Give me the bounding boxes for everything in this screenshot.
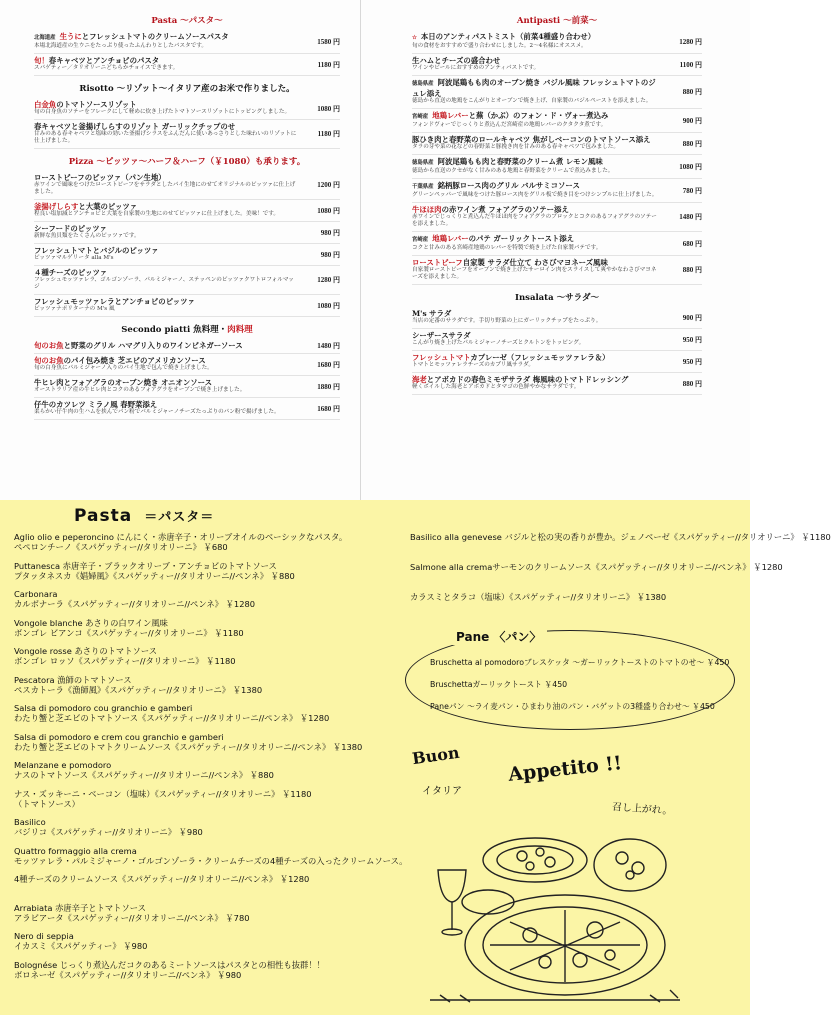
handwritten-pasta-item-japanese: ボンゴレ ビアンコ《スパゲッティー//タリオリーニ》 ￥1180 (14, 627, 244, 638)
handwritten-pasta-item-japanese: ペスカトーラ《漁師風》《スパゲッティー//タリオリーニ》 ￥1380 (14, 684, 263, 695)
menu-item-price: 980 円 (320, 250, 340, 259)
handwritten-menu (0, 500, 831, 1015)
handwritten-pasta-right-item-japanese: サーモンのクリームソース《スパゲッティー//タリオリーニ//ペンネ》 ￥1280 (492, 562, 783, 572)
secondo-menu-item (34, 339, 340, 354)
italia-lettering: イタリア (422, 786, 462, 797)
pane-title: Pane 〈パン〉 (450, 628, 547, 645)
menu-item-description: 赤ワインでじっくりと煮込んだ牛ほほ肉をフォアグラのブロックとコクのあるフォアグラのソテーを添えました。 (412, 214, 657, 227)
menu-item-tag: 千葉県産 (412, 184, 434, 190)
menu-item-highlight: 旬のお魚 (34, 356, 64, 365)
menu-item-title (34, 122, 340, 131)
secondo-menu-item (34, 398, 340, 420)
menu-item-name: フレッシュトマトとバジルのピッツァ (34, 246, 159, 255)
menu-item-name: 牛ヒレ肉とフォアグラのオーブン焼き オニオンソース (34, 378, 213, 387)
menu-item-title (34, 356, 340, 365)
handwritten-pasta-right-item-italian: Basilico alla genevese バジルと松の実の香りが豊か。 (410, 532, 621, 542)
meshiagare-lettering: 召し上がれ。 (611, 801, 673, 818)
menu-item-price: 900 円 (682, 116, 702, 125)
menu-item-title (412, 331, 702, 340)
handwritten-pasta-item-italian: Arrabiata 赤唐辛子とトマトソース (14, 902, 146, 913)
handwritten-pasta-item (14, 618, 394, 638)
menu-item-price: 880 円 (682, 139, 702, 148)
menu-item-title (412, 56, 702, 65)
menu-item-title (34, 173, 340, 182)
column-divider (360, 0, 361, 500)
handwritten-pasta-item-italian: Vongole blanche あさりの白ワイン風味 (14, 617, 168, 628)
pasta-section-header: Pasta 〜パスタ〜 (151, 16, 223, 26)
printed-menu-left-column (34, 8, 340, 420)
menu-item-description: タラの芽や菜の花などの春野菜と豚挽き肉を甘みのある春キャベツで包みました。 (412, 144, 619, 150)
antipasti-menu-item (412, 155, 702, 179)
menu-item-description: フレッシュモッツァレラ、ゴルゴンゾーラ、パルミジャーノ、ステッペンのピッツァクワトロフォルマッジ (34, 277, 294, 290)
risotto-menu-item (34, 120, 340, 149)
handwritten-pasta-right-item-japanese: ジェノベーゼ《スパゲッティー//タリオリーニ》 ￥1180 (620, 532, 831, 542)
handwritten-pasta-item-italian: Salsa di pomodoro e crem cou granchio e gamberi (14, 731, 224, 742)
menu-item-highlight: 旬のお魚 (34, 341, 64, 350)
menu-item-price: 950 円 (682, 335, 702, 344)
menu-item-name: 本日のアンティパストミスト（前菜4種盛り合わせ） (420, 32, 596, 41)
insalata-menu-item (412, 351, 702, 373)
menu-item-price: 1080 円 (317, 104, 340, 113)
handwritten-pasta-item-japanese: プタッタネスカ《娼婦風》《スパゲッティー//タリオリーニ//ペンネ》 ￥880 (14, 570, 295, 581)
antipasti-menu-item (412, 256, 702, 285)
menu-item-description: 自家製ローストビーフをオーブンで焼き上げたサーロイン肉をスライスして爽やかなわさびマヨネーズを添えました。 (412, 267, 657, 280)
handwritten-pasta-item-italian: Nero di seppia (14, 931, 74, 941)
handwritten-pasta-item-japanese: （トマトソース） (14, 798, 80, 809)
menu-item-description: 柔らかい仔牛肉の生ハムを挟んでパン粉でパルミジャーノチーズたっぷりのパン粉で揚げました。 (34, 409, 280, 415)
handwritten-pasta-item (14, 789, 394, 809)
handwritten-pasta-right-item (410, 592, 740, 602)
menu-item-description: 当店の定番のサラダです。手切り野菜の上にガーリックチップをたっぷり。 (412, 318, 602, 324)
menu-item-price: 1080 円 (317, 301, 340, 310)
handwritten-pasta-item (14, 532, 394, 552)
printed-menu (0, 0, 750, 500)
handwritten-pasta-item (14, 589, 394, 609)
menu-item-name: ローストビーフのピッツァ（パン生地） (34, 173, 166, 182)
handwritten-pasta-item (14, 760, 394, 780)
handwritten-pasta-item (14, 845, 408, 866)
risotto-section-header: Risotto 〜リゾット〜イタリア産のお米で作りました。 (79, 84, 295, 94)
menu-item-price: 1200 円 (317, 181, 340, 189)
food-table-illustration (430, 830, 680, 1005)
menu-item-price: 880 円 (682, 88, 702, 96)
menu-item-description: 徳島から直送の地鶏をこんがりとオーブンで焼き上げ、自家製のバジルペーストを添えました。 (412, 98, 652, 104)
pizza-menu-item (34, 222, 340, 244)
pizza-menu-item (34, 200, 340, 222)
antipasti-menu-item (412, 179, 702, 203)
menu-item-description: ピッツァナポリターナの M's 風 (34, 306, 115, 312)
pasta-menu-item (34, 54, 340, 76)
menu-item-description: こんがり焼き上げたパルミジャーノチーズとクルトンをトッピング。 (412, 340, 585, 346)
menu-item-name: のトマトソースリゾット (56, 100, 137, 109)
menu-item-title (34, 32, 340, 43)
menu-item-tag: 徳島県産 (412, 160, 434, 166)
secondo-menu-item (34, 376, 340, 398)
menu-item-title (412, 32, 702, 43)
menu-item-title (412, 135, 702, 144)
menu-item-highlight: 地鶏レバー (432, 111, 469, 120)
handwritten-pasta-item-italian: Bolognése じっくり煮込んだコクのあるミートソースはパスタとの相性も抜群！！ (14, 959, 325, 970)
menu-item-name: ４種チーズのピッツァ (34, 268, 108, 277)
menu-item-tag: 徳島県産 (412, 81, 434, 87)
menu-item-price: 900 円 (682, 313, 702, 322)
handwritten-pasta-item-japanese: わたり蟹と芝エビのトマトクリームソース《スパゲッティー//タリオリーニ//ペンネ》 ￥1380 (14, 741, 363, 752)
pane-item (430, 702, 715, 712)
antipasti-menu-item (412, 76, 702, 109)
handwritten-pasta-item-japanese: カルボナーラ《スパゲッティー//タリオリーニ//ペンネ》 ￥1280 (14, 599, 256, 609)
menu-item-price: 1180 円 (317, 130, 340, 138)
menu-item-highlight: 旬！ (34, 56, 49, 65)
pane-item-japanese: パン 〜ライ麦パン・ひまわり油のパン・バゲットの3種盛り合わせ〜 ￥450 (448, 702, 715, 711)
handwritten-pasta-item-italian: Vongole rosse あさりのトマトソース (14, 646, 158, 656)
menu-item-price: 1280 円 (317, 276, 340, 284)
menu-item-name: フレッシュモッツァレラとアンチョビのピッツァ (34, 297, 195, 306)
menu-item-title (412, 309, 702, 318)
menu-item-name: と大葉のピッツァ (78, 202, 138, 211)
pane-item-japanese: ブレスケッタ 〜ガーリックトーストのトマトのせ〜 ￥450 (524, 658, 730, 667)
handwritten-pasta-right-item (410, 562, 783, 572)
menu-item-description: 旬の白身魚にパルミジャーノ入りのパイ生地で包んで焼き上げました。 (34, 365, 213, 371)
menu-item-name: シーフードのピッツァ (34, 224, 107, 233)
handwritten-pasta-item (14, 732, 394, 752)
menu-item-description: 旬の白身魚のソテーをフレークにして軽めに炊き上げたトマトソースリゾットにトッピングしました。 (34, 109, 291, 115)
menu-item-description: コクと甘みのある宮崎産地鶏のレバーを特製で焼き上げた自家製パテです。 (412, 245, 602, 251)
menu-item-tag: 宮崎産 (412, 237, 429, 243)
menu-item-price: 1100 円 (679, 60, 702, 69)
menu-item-name: と野菜のグリル ハマグリ入りのワインビネガーソース (63, 341, 243, 350)
menu-item-description: ピッツァマルゲリータ alla M's (34, 255, 114, 261)
handwritten-pasta-item-japanese: アラビアータ《スパゲッティー//タリオリーニ//ペンネ》 ￥780 (14, 912, 250, 923)
handwritten-pasta-item (14, 675, 394, 695)
menu-item-title (34, 202, 340, 211)
handwritten-pasta-item (14, 703, 394, 723)
menu-item-title (34, 378, 340, 387)
pizza-menu-item (34, 171, 340, 200)
risotto-menu-item (34, 98, 340, 120)
menu-item-name: カプレーゼ（フレッシュモッツァレラ＆ (470, 353, 603, 362)
menu-item-highlight: 生うに (59, 32, 82, 41)
handwritten-pasta-item-italian: Quattro formaggio alla crema (14, 845, 137, 856)
menu-item-description: 徳島から直送のクセがなく甘みのある地鶏と春野菜をクリームで煮込みました。 (412, 168, 614, 174)
handwritten-pasta-item-italian: Salsa di pomodoro cou granchio e gamberi (14, 703, 193, 713)
handwritten-pasta-item-italian: Pescatora 漁師のトマトソース (14, 674, 132, 685)
antipasti-menu-item (412, 133, 702, 155)
menu-item-name: とアボカドの春色ミモザサラダ 梅風味のトマトドレッシング (426, 375, 629, 384)
menu-item-highlight: フレッシュトマト (412, 353, 471, 362)
menu-item-name: 阿波尾鶏もも肉と春野菜のクリーム煮 レモン風味 (437, 157, 603, 166)
insalata-menu-item (412, 373, 702, 395)
menu-item-title (34, 224, 340, 233)
menu-item-name: M's サラダ (412, 309, 452, 318)
menu-item-title (34, 246, 340, 255)
menu-item-price: 1080 円 (679, 162, 702, 171)
pizza-menu-item (34, 244, 340, 266)
handwritten-pasta-item (14, 561, 394, 581)
handwritten-pasta-item-japanese: ペペロンチーノ《スパゲッティー//タリオリーニ》 ￥680 (14, 542, 228, 552)
menu-item-highlight: 地鶏レバー (432, 234, 469, 243)
menu-item-price: 1680 円 (317, 404, 340, 413)
insalata-menu-item (412, 329, 702, 351)
menu-item-title (34, 341, 340, 350)
menu-item-price: 1880 円 (317, 382, 340, 391)
menu-item-title (412, 157, 702, 168)
menu-item-name: のパテ ガーリックトースト添え (468, 234, 575, 243)
insalata-menu-item (412, 307, 702, 329)
handwritten-pasta-item-japanese: わたり蟹と芝エビのトマトソース《スパゲッティー//タリオリーニ//ペンネ》 ￥1280 (14, 713, 330, 723)
menu-item-title (34, 297, 340, 306)
menu-item-title (34, 268, 340, 277)
menu-item-tag: 宮崎産 (412, 114, 429, 120)
handwritten-pasta-item (14, 960, 394, 980)
menu-item-price: 680 円 (682, 239, 702, 248)
menu-item-price: 950 円 (682, 357, 702, 366)
menu-item-highlight: 海老 (412, 375, 427, 384)
menu-item-name: の赤ワイン煮 フォアグラのソテー添え (441, 205, 569, 214)
menu-item-description: トマトとモッツァレラチーズのカプリ風サラダ。 (412, 362, 534, 368)
handwritten-pasta-item-italian: Melanzane e pomodoro (14, 760, 112, 770)
handwritten-pasta-item-italian: ナス・ズッキーニ・ベーコン（塩味）《スパゲッティー//タリオリーニ》 ￥1180 (14, 788, 312, 799)
menu-item-title (34, 56, 340, 65)
menu-item-name: 仔牛のカツレツ ミラノ風 春野菜添え (34, 400, 158, 409)
menu-item-name: のパイ包み焼き 芝エビのアメリカンソース (63, 356, 206, 365)
handwritten-pasta-item-italian: Basilico (14, 817, 46, 827)
pizza-menu-item (34, 295, 340, 317)
antipasti-menu-item (412, 30, 702, 54)
antipasti-menu-item (412, 232, 702, 256)
menu-item-description: スパゲティー／タリオリーニどちらかチョイスできます。 (34, 65, 179, 71)
handwritten-pasta-item (14, 931, 394, 951)
menu-item-description: 赤ワインで風味をつけたローストビーフをサラダとしたパイ生地にのせてオリジナルのピッツァに仕上げました。 (34, 182, 296, 195)
secondo-menu-item (34, 354, 340, 376)
menu-item-title (412, 234, 702, 245)
handwritten-pasta-item-japanese: ボンゴレ ロッソ《スパゲッティー//タリオリーニ》 ￥1180 (14, 656, 236, 666)
menu-item-tag: 北海道産 (34, 35, 56, 41)
pizza-menu-item (34, 266, 340, 295)
menu-item-price: 880 円 (682, 379, 702, 388)
menu-item-price: 1680 円 (317, 360, 340, 369)
handwritten-pasta-item (14, 874, 394, 884)
menu-item-title (412, 353, 702, 362)
menu-item-price: 1080 円 (317, 206, 340, 215)
menu-item-highlight: 釜揚げしらす (34, 202, 79, 211)
menu-item-price: 1180 円 (317, 60, 340, 69)
handwritten-pasta-item-italian: Puttanesca 赤唐辛子・ブラックオリーブ・アンチョビのトマトソース (14, 560, 277, 571)
antipasti-menu-item (412, 109, 702, 133)
secondo-section-header (34, 323, 340, 335)
pasta-title (74, 506, 214, 526)
menu-item-description: 甘みのある春キャベツと塩味の効いた釜揚げシラスをふんだんに使いあっさりとした味わいのリゾットに仕上げました。 (34, 131, 297, 144)
menu-item-name: 春キャベツと釜揚げしらすのリゾット ガーリックチップのせ (34, 122, 236, 131)
handwritten-pasta-item-japanese: ナスのトマトソース《スパゲッティー//タリオリーニ//ペンネ》 ￥880 (14, 770, 274, 780)
menu-item-title (412, 78, 702, 98)
menu-item-title (412, 205, 702, 214)
secondo-header-text: Secondo piatti 魚料理・ (121, 325, 228, 335)
menu-item-highlight: 白金魚 (34, 100, 57, 109)
pane-item (430, 680, 567, 690)
menu-item-price: 780 円 (682, 186, 702, 195)
menu-item-highlight: ローストビーフ (412, 258, 463, 267)
menu-item-name: シーザースサラダ (412, 331, 471, 340)
menu-item-title (412, 375, 702, 384)
handwritten-pasta-item-japanese: 4種チーズのクリームソース《スパゲッティー//タリオリーニ//ペンネ》 ￥1280 (14, 874, 310, 884)
buon-lettering: Buon (410, 742, 461, 769)
menu-item-price: 980 円 (320, 228, 340, 237)
handwritten-pasta-item (14, 903, 394, 923)
handwritten-pasta-item-italian: Aglio olio e peperoncino にんにく・赤唐辛子・オリーブオイルのベーシックなパスタ。 (14, 532, 348, 542)
pasta-menu-item (34, 30, 340, 54)
handwritten-pasta-item-japanese: バジリコ《スパゲッティー//タリオリーニ》 ￥980 (14, 827, 203, 837)
handwritten-pasta-item-japanese: モッツァレラ・パルミジャーノ・ゴルゴンゾーラ・クリームチーズの4種チーズの入ったクリームソース。 (14, 855, 408, 866)
menu-item-name: とフレッシュトマトのクリームソースパスタ (81, 32, 229, 41)
menu-item-title (34, 400, 340, 409)
secondo-header-meat: 肉料理 (227, 325, 253, 335)
handwritten-pasta-item (14, 646, 394, 666)
pane-item-italian: Bruschetta (430, 680, 473, 689)
handwritten-pasta-item-italian: Carbonara (14, 589, 58, 599)
pane-item-italian: Pane (430, 702, 449, 711)
menu-item-description: オーストラリア産の牛ヒレ肉とコクのあるフォアグラをオーブンで焼き上げました。 (34, 387, 246, 393)
pane-item (430, 658, 729, 668)
menu-item-title (34, 100, 340, 109)
pasta-title-it: Pasta (74, 506, 133, 526)
menu-item-description: ワインやビールにおすすめのアンティパストです。 (412, 65, 540, 71)
menu-item-description: 新鮮な魚貝類をたくさんのピッツァです。 (34, 233, 140, 239)
antipasti-section-header: Antipasti 〜前菜〜 (516, 16, 598, 26)
menu-item-title (412, 181, 702, 192)
menu-item-name: 豚ひき肉と春野菜のロールキャベツ 焦がしベーコンのトマトソース添え (412, 135, 651, 144)
pasta-title-jp: ＝パスタ＝ (144, 510, 215, 525)
menu-item-description: 軽くボイルした海老とアボカドとタマゴの色鮮やかなサラダです。 (412, 384, 580, 390)
menu-item-name: 春キャベツとアンチョビのパスタ (48, 56, 160, 65)
menu-item-description: 本場北海道産の生ウニをたっぷり使ったふんわりとしたパスタです。 (34, 43, 207, 49)
menu-item-title (412, 258, 702, 267)
printed-menu-right-column (412, 8, 702, 395)
menu-item-name-end: ） (602, 353, 610, 362)
handwritten-pasta-item (14, 817, 394, 837)
handwritten-pasta-item-japanese: ボロネーゼ《スパゲッティー//タリオリーニ//ペンネ》 ￥980 (14, 969, 242, 980)
menu-item-price: 1280 円 (679, 37, 702, 46)
menu-item-description: フォンドヴォーでじっくりと煮込んだ宮崎産の地鶏レバーのクタクタ煮です。 (412, 122, 607, 128)
handwritten-pasta-right-item (410, 532, 831, 542)
menu-item-price: 1480 円 (317, 342, 340, 350)
handwritten-pasta-right-item-japanese: カラスミとタラコ（塩味）《スパゲッティー//タリオリーニ》 ￥1380 (410, 592, 667, 602)
menu-item-description: グリーンペッパーで風味をつけた豚ロース肉をグリル板で焼き目をつけシンプルに仕上げました。 (412, 192, 658, 198)
pizza-section-header: Pizza 〜ピッツァ〜ハーフ＆ハーフ（￥1080）も承ります。 (68, 157, 306, 167)
menu-item-name: 阿波尾鶏もも肉のオーブン焼き バジル風味 フレッシュトマトのジュレ添え (412, 78, 656, 98)
handwritten-pasta-item-japanese: イカスミ《スパゲッティー》 ￥980 (14, 941, 148, 951)
menu-item-name: と蕪（かぶ）のフォン・ド・ヴォー煮込み (468, 111, 609, 120)
menu-item-name: 自家製 サラダ仕立て わさびマヨネーズ風味 (462, 258, 608, 267)
handwritten-pasta-right-item-italian: Salmone alla crema (410, 562, 493, 572)
menu-item-price: 1580 円 (317, 37, 340, 46)
menu-item-tag: ☆ (412, 35, 417, 41)
menu-item-price: 880 円 (682, 266, 702, 274)
menu-item-name: 生ハムとチーズの盛合わせ (412, 56, 501, 65)
insalata-section-header: Insalata 〜サラダ〜 (515, 293, 599, 303)
antipasti-menu-item (412, 54, 702, 76)
antipasti-menu-item (412, 203, 702, 232)
menu-item-name: 銘柄豚ロース肉のグリル バルサミコソース (437, 181, 580, 190)
menu-item-title (412, 111, 702, 122)
menu-item-description: 旬の食材をおすすめで盛り合わせにしました。2〜4名様にオススメ。 (412, 43, 587, 49)
menu-item-price: 1480 円 (679, 213, 702, 221)
appetito-lettering: Appetito !! (507, 752, 623, 786)
menu-item-description: 程良い塩加減とアンチョビと大葉を自家製の生地にのせてピッツァに仕上げました。美味！です。 (34, 211, 280, 217)
pane-item-italian: Bruschetta al pomodoro (430, 658, 524, 667)
menu-item-highlight: 牛ほほ肉 (412, 205, 442, 214)
pane-item-japanese: ガーリックトースト ￥450 (472, 680, 568, 689)
